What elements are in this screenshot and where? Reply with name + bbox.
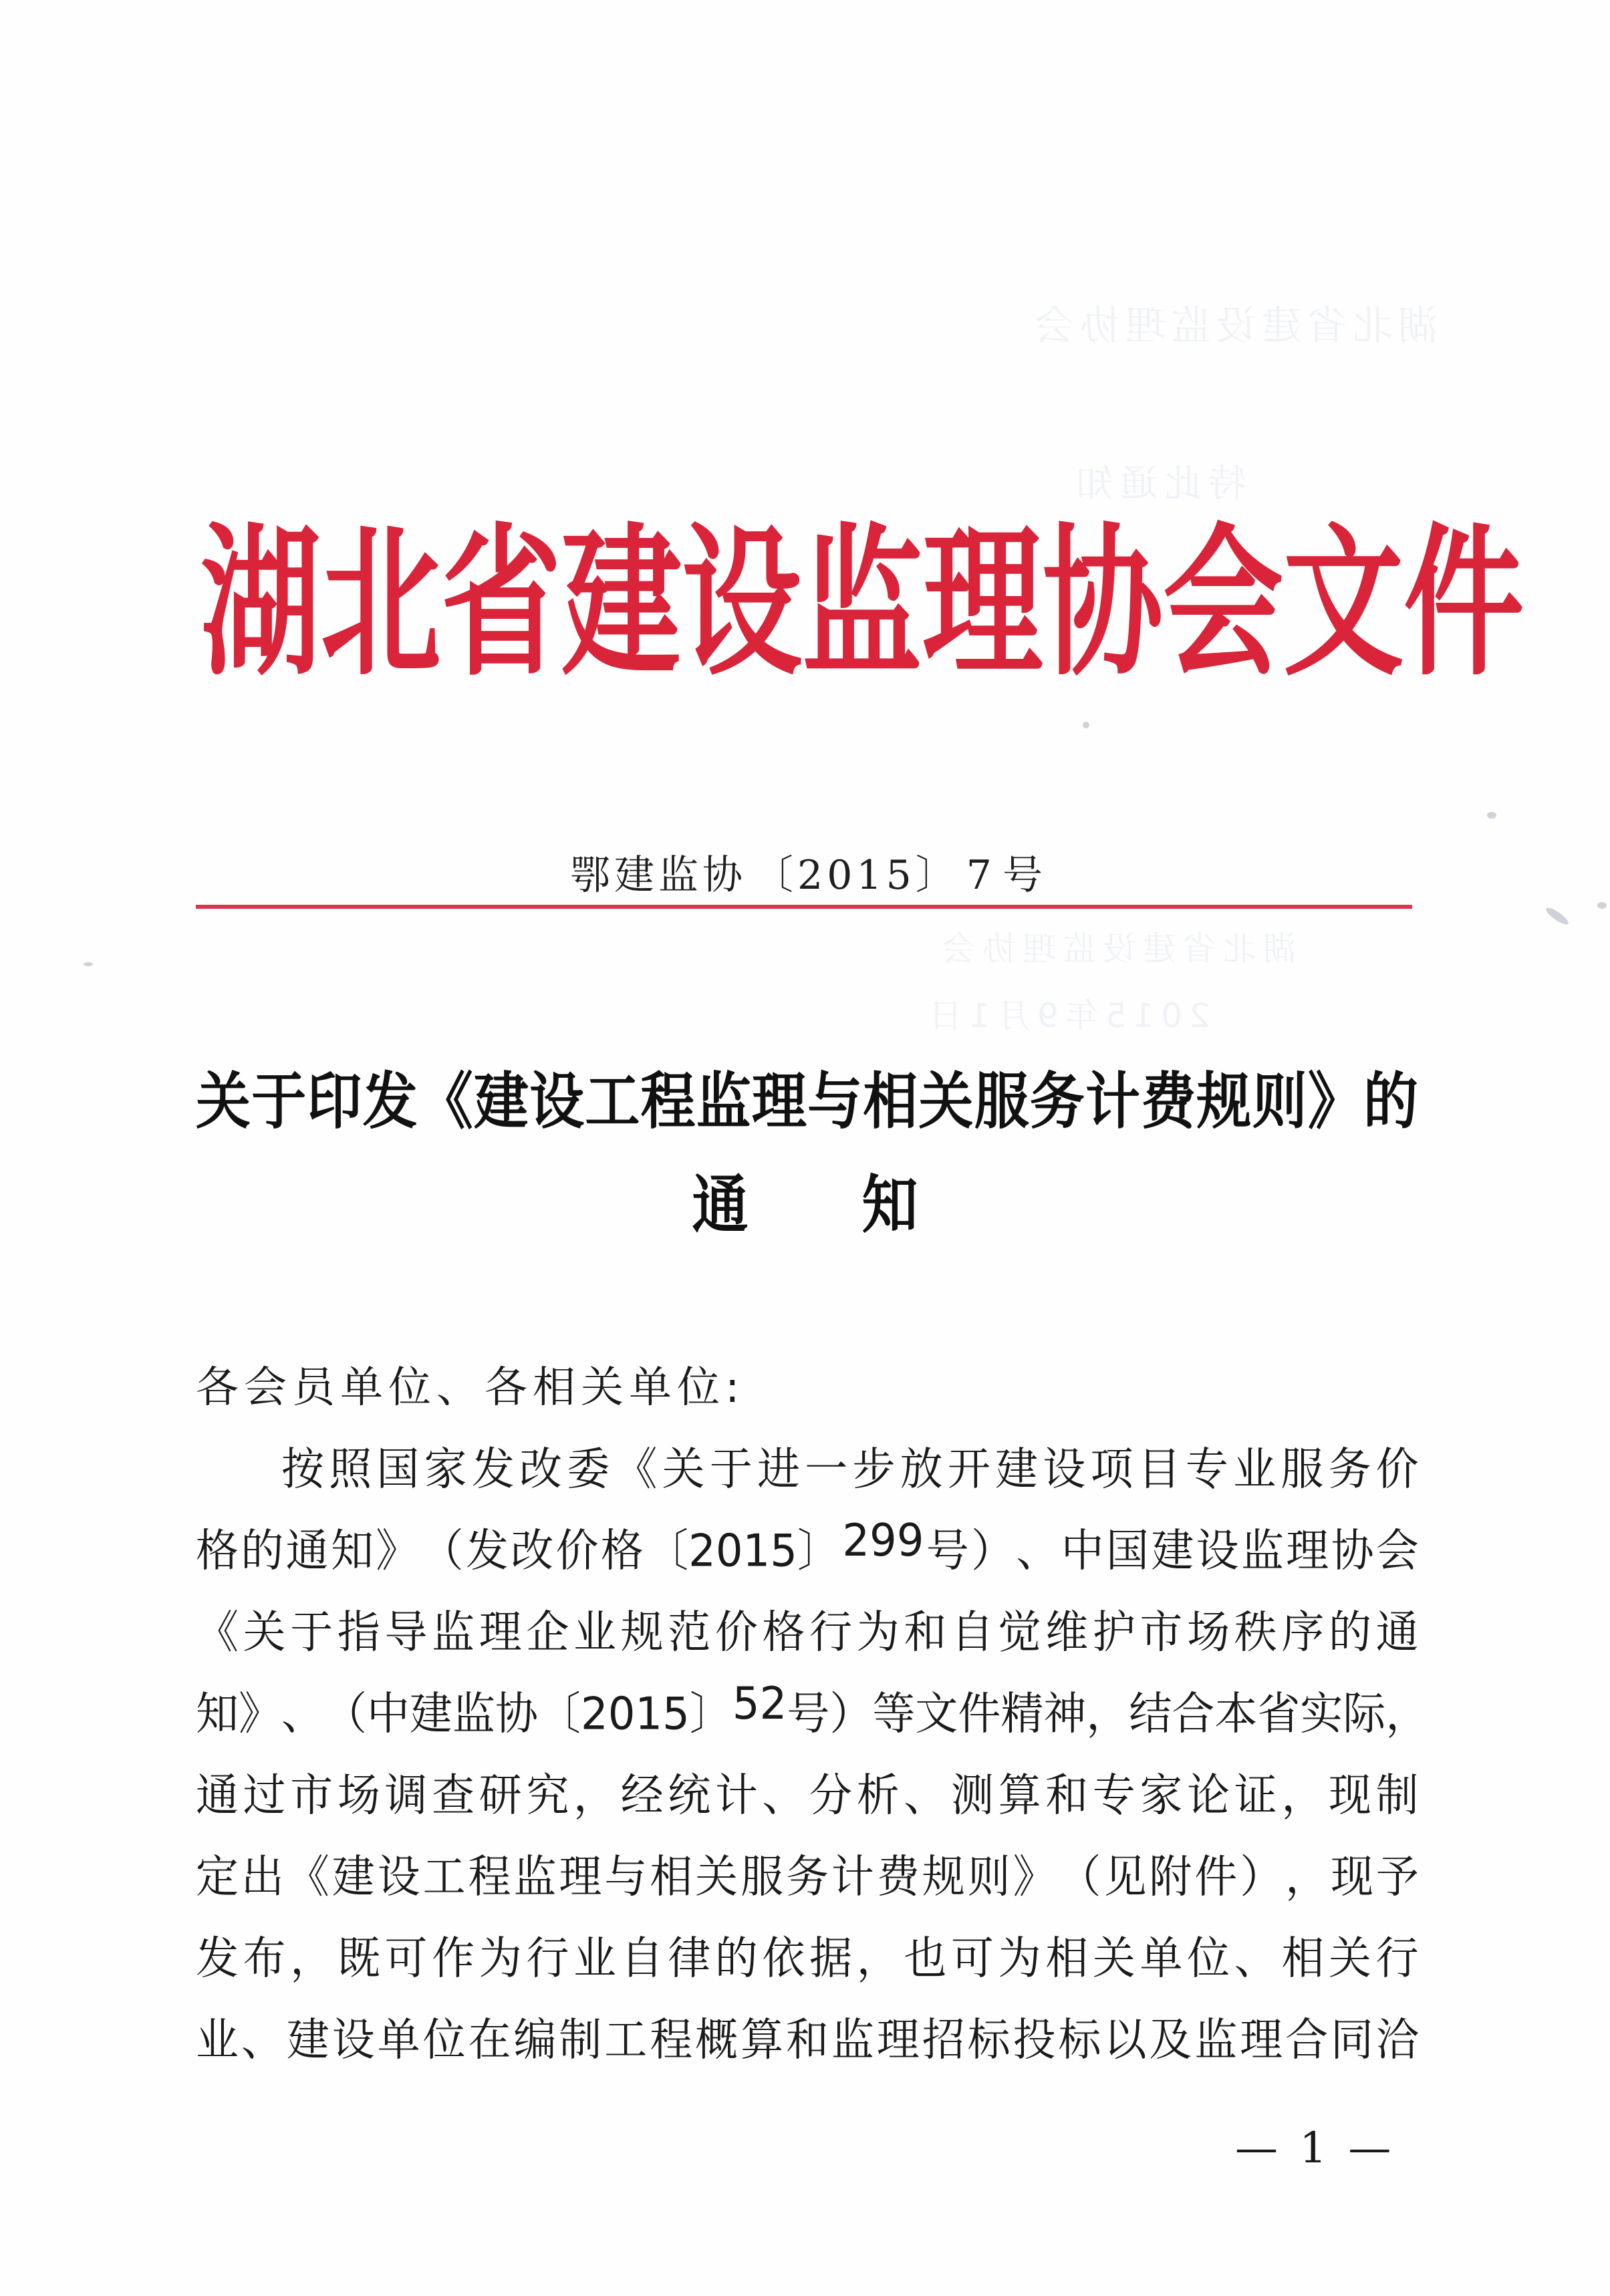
body-char: （ xyxy=(420,1525,464,1578)
body-char: 关 xyxy=(1092,1932,1135,1985)
body-char: 关 xyxy=(243,1606,286,1659)
body-char: 《 xyxy=(614,1443,658,1496)
body-char: 国 xyxy=(1106,1525,1150,1578)
notice-title-char: 务 xyxy=(1029,1066,1085,1138)
body-char: ， xyxy=(1385,1688,1429,1741)
body-char: 算 xyxy=(741,2014,784,2067)
body-char: 据 xyxy=(809,1932,853,1985)
body-char: 、 xyxy=(1234,1932,1277,1985)
notice-title-char: 计 xyxy=(1085,1066,1142,1138)
body-char: 为 xyxy=(856,1606,900,1659)
body-char: 过 xyxy=(243,1769,286,1822)
body-char: 算 xyxy=(998,1769,1041,1822)
body-char: 理 xyxy=(876,2014,920,2067)
body-char: 合 xyxy=(1285,2014,1329,2067)
body-char: 律 xyxy=(668,1932,711,1985)
masthead-char: 协 xyxy=(1043,507,1164,698)
body-char: 既 xyxy=(337,1932,380,1985)
body-char: 现 xyxy=(1331,1851,1374,1904)
doc-number-prefix: 鄂建监协 xyxy=(570,852,747,899)
body-char: 在 xyxy=(468,2014,511,2067)
body-char: 件 xyxy=(958,1688,1001,1741)
body-char: 关 xyxy=(695,1851,739,1904)
body-char: 监 xyxy=(831,2014,874,2067)
body-char: 建 xyxy=(995,1443,1039,1496)
body-line xyxy=(196,1761,1419,1842)
masthead-char: 文 xyxy=(1283,507,1404,698)
body-char: 发 xyxy=(465,1525,509,1578)
body-char: 究 xyxy=(526,1769,569,1822)
body-char: 发 xyxy=(471,1443,515,1496)
body-char: 放 xyxy=(900,1443,943,1496)
body-char: 业 xyxy=(573,1606,616,1659)
body-char: 及 xyxy=(1149,2014,1192,2067)
scan-speck xyxy=(1487,812,1496,819)
body-char: 通 xyxy=(285,1525,329,1578)
body-char: 务 xyxy=(785,1851,829,1904)
body-char: 相 xyxy=(1281,1932,1325,1985)
masthead-char: 建 xyxy=(561,507,682,698)
body-char: 觉 xyxy=(998,1606,1041,1659)
body-char: ， xyxy=(1086,1688,1129,1741)
notice-title-char: 关 xyxy=(196,1066,252,1138)
scan-speck xyxy=(1083,722,1089,728)
body-char: 经 xyxy=(620,1769,664,1822)
body-char: 本 xyxy=(1214,1688,1258,1741)
body-char: ） xyxy=(1240,1851,1283,1904)
body-char: 分 xyxy=(809,1769,853,1822)
body-char: 于 xyxy=(290,1606,333,1659)
body-char: 发 xyxy=(196,1932,239,1985)
body-char: ， xyxy=(290,1932,333,1985)
notice-body xyxy=(196,1353,1429,2087)
scan-speck xyxy=(1544,905,1571,927)
body-char: 建 xyxy=(331,1851,375,1904)
body-char: 件 xyxy=(1194,1851,1238,1904)
notice-title-char: 则 xyxy=(1252,1066,1308,1138)
body-char: 《 xyxy=(196,1606,239,1659)
body-char: 理 xyxy=(559,1851,602,1904)
body-char: 的 xyxy=(714,1932,758,1985)
page-number: — 1 — xyxy=(1235,2124,1395,2173)
masthead-char: 会 xyxy=(1163,507,1284,698)
body-char: 制 xyxy=(1375,1769,1419,1822)
body-char: 〔2015〕 xyxy=(646,1525,840,1578)
body-char: 结 xyxy=(1129,1688,1172,1741)
notice-title-char: 与 xyxy=(807,1066,863,1138)
masthead-char: 湖 xyxy=(200,507,321,698)
body-char: 秩 xyxy=(1234,1606,1277,1659)
body-char: 市 xyxy=(290,1769,333,1822)
body-char: 中 xyxy=(367,1688,410,1741)
notice-title-char: 规 xyxy=(1196,1066,1252,1138)
body-char: 单 xyxy=(1139,1932,1183,1985)
body-char: 家 xyxy=(1139,1769,1183,1822)
body-char: 相 xyxy=(650,1851,693,1904)
body-char: 护 xyxy=(1092,1606,1135,1659)
body-char: 号 xyxy=(926,1525,969,1578)
body-char: 测 xyxy=(951,1769,994,1822)
body-char: 照 xyxy=(329,1443,372,1496)
body-char: 改 xyxy=(511,1525,554,1578)
notice-title-char: 印 xyxy=(307,1066,363,1138)
red-divider-line xyxy=(196,905,1412,909)
body-char: 〔2015〕 xyxy=(538,1688,732,1741)
body-char: 格 xyxy=(196,1525,239,1578)
masthead-char: 北 xyxy=(321,507,442,698)
notice-title-char: 关 xyxy=(918,1066,974,1138)
body-char: 导 xyxy=(384,1606,428,1659)
doc-number-suffix: 号 xyxy=(1002,852,1047,899)
body-char: 际 xyxy=(1343,1688,1386,1741)
body-char: 实 xyxy=(1300,1688,1343,1741)
body-char: 指 xyxy=(337,1606,380,1659)
body-line xyxy=(196,1435,1419,1516)
doc-number-value: 7 xyxy=(966,852,996,899)
body-char: 监 xyxy=(432,1606,475,1659)
body-char: 进 xyxy=(757,1443,801,1496)
body-char: 按 xyxy=(281,1443,324,1496)
body-line xyxy=(196,1924,1419,2005)
body-char: 行 xyxy=(809,1606,853,1659)
bleed-through-text: 湖北省建设监理协会 xyxy=(936,929,1297,968)
body-char: ， xyxy=(1281,1769,1325,1822)
body-char: 洽 xyxy=(1375,2014,1419,2067)
body-char: 见 xyxy=(1103,1851,1147,1904)
body-char: 维 xyxy=(1045,1606,1089,1659)
body-char: 计 xyxy=(831,1851,874,1904)
notice-title-char: 于 xyxy=(251,1066,307,1138)
body-char: 程 xyxy=(468,1851,511,1904)
body-char: 研 xyxy=(479,1769,522,1822)
body-char: 299 xyxy=(842,1515,924,1567)
body-char: 》 xyxy=(239,1688,281,1741)
body-char: 标 xyxy=(1058,2014,1101,2067)
body-char: 监 xyxy=(452,1688,495,1741)
body-char: 业 xyxy=(573,1932,616,1985)
body-char: 自 xyxy=(620,1932,664,1985)
body-char: 协 xyxy=(495,1688,538,1741)
body-char: 调 xyxy=(384,1769,428,1822)
body-char: 知 xyxy=(196,1688,239,1741)
body-char: 概 xyxy=(695,2014,739,2067)
body-char: 范 xyxy=(668,1606,711,1659)
body-char: 场 xyxy=(337,1769,380,1822)
body-char: 相 xyxy=(1045,1932,1089,1985)
body-char: 场 xyxy=(1187,1606,1230,1659)
masthead-char: 省 xyxy=(441,507,562,698)
body-char: 关 xyxy=(1329,1932,1371,1985)
body-char: 专 xyxy=(1092,1769,1135,1822)
body-char: 52 xyxy=(732,1678,787,1730)
masthead-char: 件 xyxy=(1403,507,1524,698)
body-char: 行 xyxy=(526,1932,569,1985)
body-char: 专 xyxy=(1185,1443,1228,1496)
document-number xyxy=(0,843,1610,901)
body-char: 和 xyxy=(785,2014,829,2067)
body-char: 出 xyxy=(241,1851,284,1904)
body-char: 精 xyxy=(1000,1688,1044,1741)
body-char: 市 xyxy=(1139,1606,1183,1659)
body-char: 和 xyxy=(1045,1769,1089,1822)
body-char: 监 xyxy=(513,1851,557,1904)
body-char: 合 xyxy=(1172,1688,1215,1741)
body-char: 理 xyxy=(1240,2014,1283,2067)
body-line xyxy=(196,1678,1429,1761)
body-char: 价 xyxy=(714,1606,758,1659)
body-char: 家 xyxy=(424,1443,467,1496)
body-char: （ xyxy=(1058,1851,1101,1904)
salutation: 各会员单位、各相关单位: xyxy=(196,1363,745,1413)
body-char: 程 xyxy=(650,2014,693,2067)
bleed-through-text: 2015年9月1日 xyxy=(922,996,1210,1035)
scan-speck xyxy=(84,962,93,966)
body-char: 查 xyxy=(432,1769,475,1822)
body-line xyxy=(196,1516,1419,1598)
body-char: 位 xyxy=(1187,1932,1230,1985)
body-char: 、 xyxy=(762,1769,805,1822)
body-char: 、 xyxy=(1016,1525,1059,1578)
body-char: 编 xyxy=(513,2014,557,2067)
body-char: 理 xyxy=(479,1606,522,1659)
body-char: 与 xyxy=(604,1851,648,1904)
body-char: 知 xyxy=(330,1525,374,1578)
body-char: 通 xyxy=(1375,1606,1419,1659)
notice-title-char: 》 xyxy=(1307,1066,1363,1138)
body-char: 一 xyxy=(805,1443,848,1496)
body-char: 招 xyxy=(922,2014,965,2067)
body-char: 统 xyxy=(668,1769,711,1822)
body-char: 依 xyxy=(762,1932,805,1985)
notice-title-char: 理 xyxy=(751,1066,807,1138)
body-char: 的 xyxy=(241,1525,284,1578)
body-char: 理 xyxy=(1286,1525,1329,1578)
body-char: 务 xyxy=(1328,1443,1371,1496)
body-char: 号 xyxy=(787,1688,830,1741)
body-char: 定 xyxy=(196,1851,239,1904)
body-char: 规 xyxy=(922,1851,965,1904)
notice-title-char: 《 xyxy=(418,1066,474,1138)
bleed-through-text: 特此通知 xyxy=(1069,462,1246,506)
body-line xyxy=(196,2005,1419,2087)
body-char: 的 xyxy=(1329,1606,1371,1659)
body-char: 证 xyxy=(1234,1769,1277,1822)
body-char: 则 xyxy=(967,1851,1011,1904)
body-char: 价 xyxy=(555,1525,599,1578)
body-char: 业 xyxy=(1233,1443,1277,1496)
body-char: 》 xyxy=(376,1525,419,1578)
body-line xyxy=(196,1598,1419,1679)
body-char: 》 xyxy=(1013,1851,1056,1904)
body-char: 设 xyxy=(1043,1443,1086,1496)
notice-title-char: 设 xyxy=(529,1066,585,1138)
body-char: 监 xyxy=(1240,1525,1284,1578)
body-char: 等 xyxy=(872,1688,916,1741)
body-char: 计 xyxy=(714,1769,758,1822)
body-char: 行 xyxy=(1375,1932,1419,1985)
body-char: 于 xyxy=(709,1443,753,1496)
body-char: ） xyxy=(971,1525,1015,1578)
notice-title-char: 服 xyxy=(974,1066,1030,1138)
body-char: 和 xyxy=(904,1606,947,1659)
body-char: 予 xyxy=(1375,1851,1419,1904)
body-char: 价 xyxy=(1375,1443,1419,1496)
body-char: 国 xyxy=(376,1443,420,1496)
body-char: 建 xyxy=(286,2014,329,2067)
body-char: 步 xyxy=(852,1443,896,1496)
notice-title-char: 工 xyxy=(585,1066,641,1138)
body-char: 服 xyxy=(741,1851,784,1904)
body-char: 、 xyxy=(241,2014,284,2067)
body-char: 也 xyxy=(904,1932,947,1985)
notice-title-char: 监 xyxy=(696,1066,752,1138)
body-char: 《 xyxy=(286,1851,329,1904)
body-char: 神 xyxy=(1043,1688,1087,1741)
body-char: 费 xyxy=(876,1851,920,1904)
notice-title-char: 程 xyxy=(640,1066,696,1138)
body-char: 布 xyxy=(243,1932,286,1985)
notice-title-char: 的 xyxy=(1363,1066,1419,1138)
body-char: 中 xyxy=(1061,1525,1104,1578)
body-char: 析 xyxy=(856,1769,900,1822)
body-char: 省 xyxy=(1257,1688,1301,1741)
notice-title-line-2 xyxy=(0,1159,1610,1240)
masthead-char: 设 xyxy=(682,507,803,698)
bleed-through-text: 湖北省建设监理协会 xyxy=(1029,303,1438,349)
body-char: 企 xyxy=(526,1606,569,1659)
masthead-char: 监 xyxy=(802,507,923,698)
body-char: 项 xyxy=(1090,1443,1133,1496)
notice-title-char: 发 xyxy=(362,1066,418,1138)
body-char: 会 xyxy=(1375,1525,1419,1578)
body-char: 通 xyxy=(196,1769,239,1822)
body-char: 标 xyxy=(967,2014,1011,2067)
body-char: 为 xyxy=(998,1932,1041,1985)
body-char: 建 xyxy=(410,1688,452,1741)
body-char: 可 xyxy=(384,1932,428,1985)
notice-title-char: 知 xyxy=(861,1167,918,1242)
body-char: 为 xyxy=(479,1932,522,1985)
body-char: ， xyxy=(856,1932,900,1985)
body-char: 同 xyxy=(1331,2014,1374,2067)
notice-title-char: 通 xyxy=(692,1167,749,1242)
body-char: 位 xyxy=(422,2014,466,2067)
body-char: 附 xyxy=(1149,1851,1192,1904)
body-char: 关 xyxy=(662,1443,705,1496)
notice-title-char: 费 xyxy=(1141,1066,1197,1138)
body-char: 设 xyxy=(331,2014,375,2067)
body-char: 投 xyxy=(1013,2014,1056,2067)
body-char: 目 xyxy=(1137,1443,1181,1496)
body-line xyxy=(196,1842,1419,1924)
body-char: ， xyxy=(573,1769,616,1822)
body-char: 协 xyxy=(1331,1525,1374,1578)
body-char: ， xyxy=(1285,1851,1329,1904)
body-char: 可 xyxy=(951,1932,994,1985)
body-char: 设 xyxy=(377,1851,420,1904)
body-char: 规 xyxy=(620,1606,664,1659)
doc-number-year: 〔2015〕 xyxy=(753,852,960,899)
body-char: 、 xyxy=(904,1769,947,1822)
body-char: 文 xyxy=(915,1688,958,1741)
masthead-title xyxy=(200,507,1524,698)
body-char: 序 xyxy=(1281,1606,1325,1659)
body-char: 作 xyxy=(432,1932,475,1985)
scan-speck xyxy=(1597,902,1607,909)
body-char: 开 xyxy=(947,1443,990,1496)
body-char: 监 xyxy=(1194,2014,1238,2067)
body-char: 格 xyxy=(762,1606,805,1659)
body-char: 现 xyxy=(1329,1769,1371,1822)
body-char: ） xyxy=(829,1688,873,1741)
body-char: （ xyxy=(324,1688,367,1741)
notice-title-char: 相 xyxy=(863,1066,919,1138)
body-char: 单 xyxy=(377,2014,420,2067)
body-char: 委 xyxy=(567,1443,610,1496)
body-char: 制 xyxy=(559,2014,602,2067)
body-char: 论 xyxy=(1187,1769,1230,1822)
body-char: 以 xyxy=(1103,2014,1147,2067)
body-char: 、 xyxy=(281,1688,324,1741)
body-char: 工 xyxy=(604,2014,648,2067)
body-char: 改 xyxy=(519,1443,563,1496)
body-char: 自 xyxy=(951,1606,994,1659)
body-char: 设 xyxy=(1196,1525,1239,1578)
notice-title-line-1 xyxy=(196,1058,1419,1136)
body-char: 服 xyxy=(1281,1443,1324,1496)
body-char: 建 xyxy=(1151,1525,1194,1578)
body-char: 格 xyxy=(600,1525,644,1578)
body-char: 业 xyxy=(196,2014,239,2067)
masthead-char: 理 xyxy=(922,507,1043,698)
notice-title-char: 建 xyxy=(473,1066,529,1138)
body-char: 工 xyxy=(422,1851,466,1904)
